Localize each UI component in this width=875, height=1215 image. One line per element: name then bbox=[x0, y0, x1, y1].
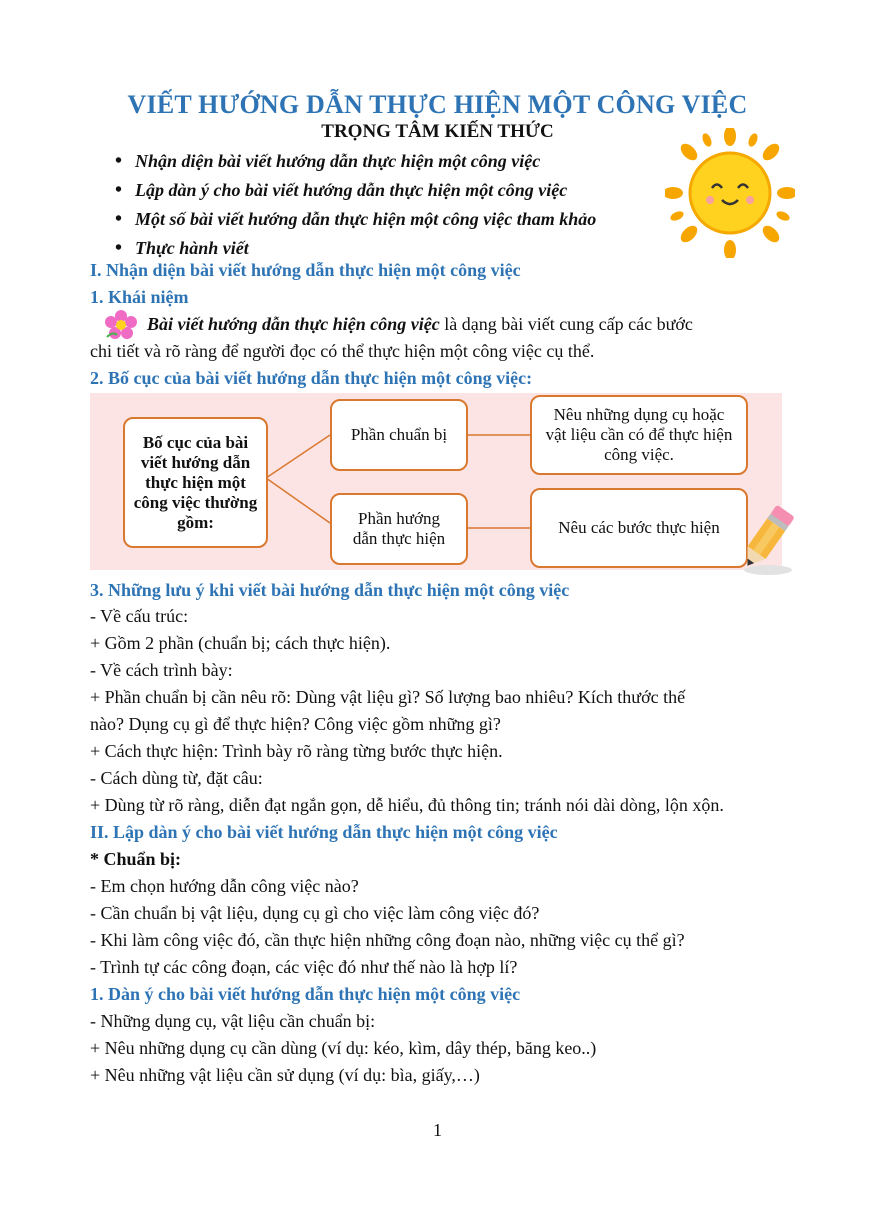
outline-line: + Nêu những vật liệu cần sử dụng (ví dụ: bìa, giấy,…) bbox=[90, 1065, 480, 1085]
concept-heading: 1. Khái niệm bbox=[90, 287, 189, 307]
concept-line-2: chi tiết và rõ ràng để người đọc có thể thực hiện một công việc cụ thể. bbox=[90, 341, 595, 361]
prep-line: - Trình tự các công đoạn, các việc đó như thế nào là hợp lí? bbox=[90, 957, 518, 977]
list-item: • Lập dàn ý cho bài viết hướng dẫn thực hiện một công việc bbox=[115, 176, 596, 205]
prep-line: - Cần chuẩn bị vật liệu, dụng cụ gì cho việc làm công việc đó? bbox=[90, 903, 540, 923]
prep-line: - Em chọn hướng dẫn công việc nào? bbox=[90, 876, 359, 896]
list-item: • Một số bài viết hướng dẫn thực hiện một công việc tham khảo bbox=[115, 205, 596, 234]
page-subtitle: TRỌNG TÂM KIẾN THỨC bbox=[321, 121, 554, 142]
diagram-part2-desc-box: Nêu các bước thực hiện bbox=[530, 488, 748, 568]
layout-heading: 2. Bố cục của bài viết hướng dẫn thực hiện một công việc: bbox=[90, 368, 533, 388]
prep-line: - Khi làm công việc đó, cần thực hiện những công đoạn nào, những việc cụ thể gì? bbox=[90, 930, 685, 950]
note-line: + Gồm 2 phần (chuẩn bị; cách thực hiện). bbox=[90, 633, 391, 653]
outline-line: - Những dụng cụ, vật liệu cần chuẩn bị: bbox=[90, 1011, 376, 1031]
note-line: nào? Dụng cụ gì để thực hiện? Công việc gồm những gì? bbox=[90, 714, 501, 734]
notes-heading: 3. Những lưu ý khi viết bài hướng dẫn thực hiện một công việc bbox=[90, 580, 570, 600]
layout-diagram bbox=[90, 393, 782, 570]
concept-line bbox=[147, 312, 693, 336]
focus-list bbox=[115, 147, 596, 263]
outline-line: + Nêu những dụng cụ cần dùng (ví dụ: kéo, kìm, dây thép, băng keo..) bbox=[90, 1038, 597, 1058]
page-title: VIẾT HƯỚNG DẪN THỰC HIỆN MỘT CÔNG VIỆC bbox=[127, 90, 748, 119]
note-line: - Về cấu trúc: bbox=[90, 606, 189, 626]
flower-icon bbox=[104, 309, 138, 339]
diagram-main-box: Bố cục của bài viết hướng dẫn thực hiện một công việc thường gồm: bbox=[123, 417, 268, 548]
page-number: 1 bbox=[433, 1120, 442, 1140]
concept-text: là dạng bài viết cung cấp các bước bbox=[439, 314, 693, 334]
note-line: + Cách thực hiện: Trình bày rõ ràng từng bước thực hiện. bbox=[90, 741, 503, 761]
list-item: • Thực hành viết bbox=[115, 234, 596, 263]
concept-term: Bài viết hướng dẫn thực hiện công việc bbox=[147, 314, 440, 334]
prep-label: * Chuẩn bị: bbox=[90, 849, 182, 869]
note-line: - Cách dùng từ, đặt câu: bbox=[90, 768, 263, 788]
note-line: + Phần chuẩn bị cần nêu rõ: Dùng vật liệu gì? Số lượng bao nhiêu? Kích thước thế bbox=[90, 687, 686, 707]
diagram-part1-box: Phần chuẩn bị bbox=[330, 399, 468, 471]
outline-heading: 1. Dàn ý cho bài viết hướng dẫn thực hiện một công việc bbox=[90, 984, 521, 1004]
section-heading-2: II. Lập dàn ý cho bài viết hướng dẫn thực hiện một công việc bbox=[90, 822, 558, 842]
list-item: • Nhận diện bài viết hướng dẫn thực hiện một công việc bbox=[115, 147, 596, 176]
pencil-icon bbox=[736, 502, 794, 576]
diagram-part1-desc-box: Nêu những dụng cụ hoặc vật liệu cần có để thực hiện công việc. bbox=[530, 395, 748, 475]
note-line: - Về cách trình bày: bbox=[90, 660, 233, 680]
section-heading: I. Nhận diện bài viết hướng dẫn thực hiện một công việc bbox=[90, 260, 521, 280]
sun-icon bbox=[665, 128, 795, 258]
note-line: + Dùng từ rõ ràng, diễn đạt ngắn gọn, dễ hiểu, đủ thông tin; tránh nói dài dòng, lộn xộn. bbox=[90, 795, 724, 815]
diagram-part2-box: Phần hướng dẫn thực hiện bbox=[330, 493, 468, 565]
